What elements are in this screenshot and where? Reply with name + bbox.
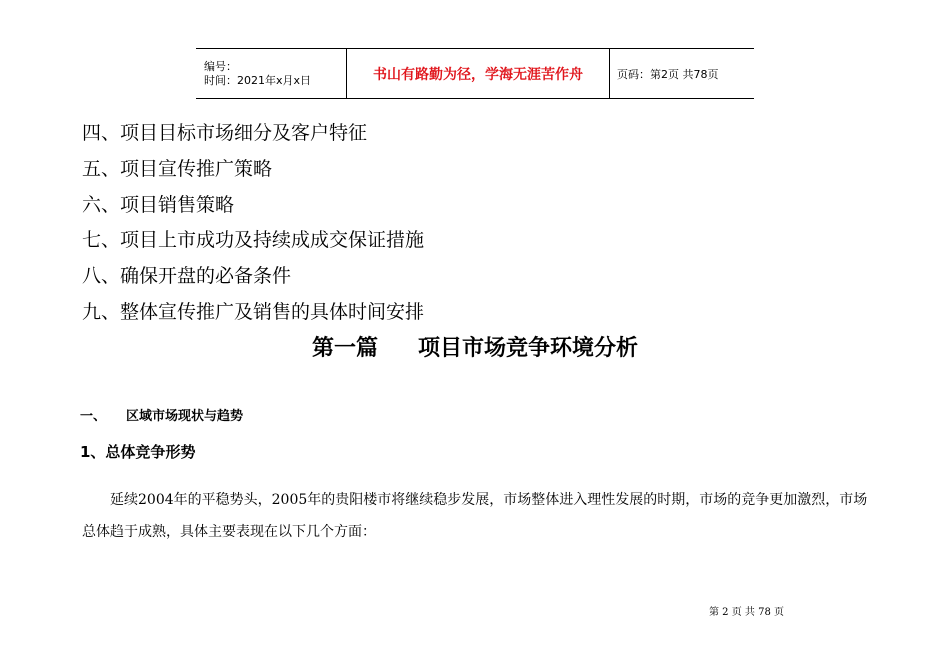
chapter-title [0, 331, 950, 362]
toc-item: 七、项目上市成功及持续成成交保证措施 [82, 229, 425, 252]
header-motto [347, 49, 610, 98]
header-page-info-text: 页码：第2页 共78页 [617, 67, 719, 81]
section-title: 区域市场现状与趋势 [126, 409, 244, 424]
header-page-info [610, 49, 754, 98]
chapter-part: 第一篇 [311, 336, 378, 361]
page-footer: 第 2 页 共 78 页 [709, 607, 784, 618]
header-table [196, 48, 754, 99]
toc-item: 六、项目销售策略 [82, 193, 235, 216]
header-id-label: 编号： [204, 59, 237, 73]
header-date: 时间：2021年x月x日 [204, 73, 312, 87]
toc-list [82, 121, 424, 336]
toc-item: 四、项目目标市场细分及客户特征 [82, 122, 368, 144]
body-paragraph: 延续2004年的平稳势头，2005年的贵阳楼市将继续稳步发展，市场整体进入理性发展的时期，市场的竞争更加激烈，市场总体趋于成熟，具体主要表现在以下几个方面： [82, 492, 868, 540]
subsection-heading: 1、总体竞争形势 [80, 443, 196, 461]
section-number: 一、 [80, 409, 107, 424]
header-meta [196, 49, 347, 98]
header-motto-text: 书山有路勤为径，学海无涯苦作舟 [373, 66, 583, 83]
chapter-name: 项目市场竞争环境分析 [418, 336, 639, 361]
toc-item: 五、项目宣传推广策略 [82, 157, 273, 180]
toc-item: 八、确保开盘的必备条件 [82, 265, 292, 288]
toc-item: 九、整体宣传推广及销售的具体时间安排 [82, 300, 425, 323]
section-heading-1 [80, 405, 243, 424]
